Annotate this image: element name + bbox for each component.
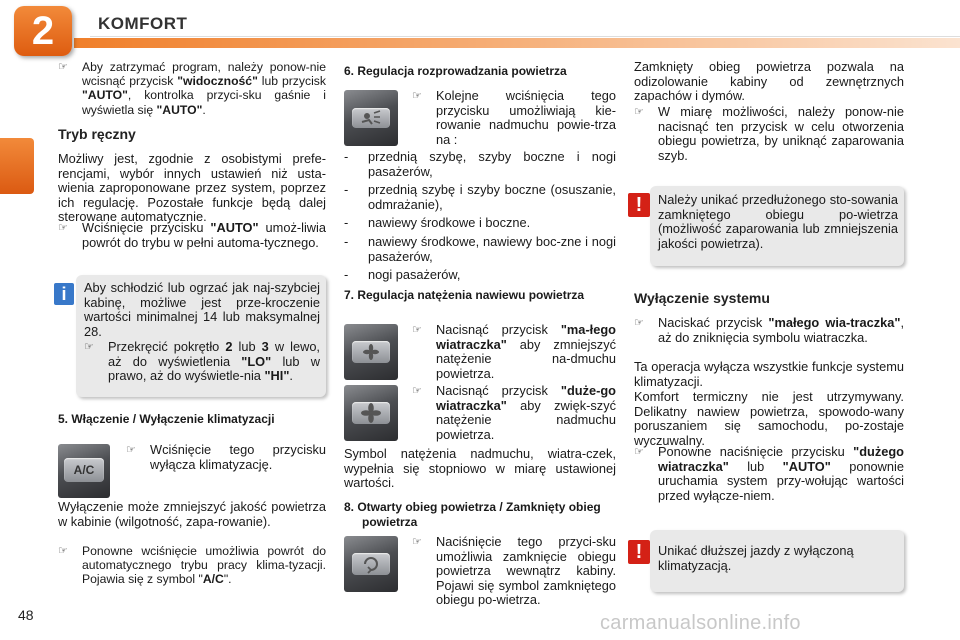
ac-heading: 5. Włączenie / Wyłączenie klimatyzacji [58, 412, 275, 426]
header-accent-bar [74, 38, 960, 48]
info-box-bullet: ☞ Przekręcić pokrętło 2 lub 3 w lewo, aż do wyświetlenia "LO" lub w prawo, aż do wyświetle-nia "HI". [84, 339, 320, 384]
small-fan-icon [352, 341, 390, 363]
distribution-button [344, 90, 398, 146]
manual-mode-text: Możliwy jest, zgodnie z osobistymi prefe-rencjami, wybór innych ustawień niż usta-wienia zaproponowane przez system, poprzez ich regulację. Pozostałe funkcje będą dalej sterowane automatycznie. [58, 151, 326, 225]
fan-text: Symbol natężenia nadmuchu, wiatra-czek, wypełnia się stopniowo w miarę ustawionej wartości. [344, 446, 616, 491]
system-off-title: Wyłączenie systemu [634, 290, 770, 306]
recirculation-icon [352, 553, 390, 575]
hand-icon: ☞ [412, 324, 422, 336]
ac-text: Wyłączenie może zmniejszyć jakość powietrza w kabinie (wilgotność, zapa-rowanie). [58, 499, 326, 529]
manual-mode-title: Tryb ręczny [58, 126, 136, 142]
closed-circuit-bullet: ☞ W miarę możliwości, należy ponow-nie nacisnąć ten przycisk w celu otworzenia obiegu powietrza, by uniknąć zaparowania szyb. [634, 104, 904, 163]
page-title: KOMFORT [98, 14, 188, 33]
air-distribution-icon [352, 108, 390, 128]
hand-icon: ☞ [634, 446, 644, 458]
hand-icon: ☞ [58, 545, 68, 557]
ac-bullet: ☞ Wciśnięcie tego przycisku wyłącza klimatyzację. [126, 442, 326, 472]
distribution-list [344, 150, 616, 283]
hand-icon: ☞ [412, 385, 422, 397]
intro-bullet: ☞ Aby zatrzymać program, należy ponow-nie wcisnąć przycisk "widoczność" lub przycisk "AUTO", kontrolka przyci-sku gaśnie i wyświetla się "AUTO". [58, 60, 326, 117]
distribution-button-face [352, 108, 390, 128]
watermark: carmanualsonline.info [600, 612, 801, 634]
distribution-bullet: ☞ Kolejne wciśnięcia tego przycisku umożliwiają kie-rowanie nadmuchu powie-trza na : [412, 88, 616, 147]
ac-bullet-2: ☞ Ponowne wciśnięcie umożliwia powrót do automatycznego trybu pracy klima-tyzacji. Pojawia się z symbol "A/C". [58, 544, 326, 587]
large-fan-bullet: ☞ Nacisnąć przycisk "duże-go wiatraczka" aby zwięk-szyć natężenie nadmuchu powietrza. [412, 383, 616, 442]
warning-text-2: Unikać dłuższej jazdy z wyłączoną klimatyzacją. [658, 543, 854, 573]
system-off-text-2: Komfort termiczny nie jest utrzymywany. Delikatny nawiew powietrza, spowodo-wany poruszaniem się samochodu, po-zostaje wyczuwalny. [634, 389, 904, 448]
side-tab [0, 138, 34, 194]
hand-icon: ☞ [634, 106, 644, 118]
header-line [90, 10, 960, 37]
list-item: - nogi pasażerów, [344, 267, 461, 283]
small-fan-bullet: ☞ Nacisnąć przycisk "ma-łego wiatraczka" aby zmniejszyć natężenie na-dmuchu powietrza. [412, 322, 616, 381]
large-fan-icon [352, 402, 390, 424]
hand-icon: ☞ [412, 536, 422, 548]
warning-icon: ! [628, 193, 650, 217]
warning-text-1: Należy unikać przedłużonego sto-sowania zamkniętego obiegu po-wietrza (możliwość zaparowania lub zmniejszenia jakości powietrza). [658, 192, 898, 251]
chapter-badge: 2 [14, 6, 72, 56]
small-fan-button-face [352, 341, 390, 363]
small-fan-button [344, 324, 398, 380]
hand-icon: ☞ [58, 61, 68, 73]
list-item: - nawiewy środkowe, nawiewy boc-zne i nogi pasażerów, [344, 233, 616, 264]
list-item: - nawiewy środkowe i boczne. [344, 215, 531, 231]
large-fan-button-face [352, 402, 390, 424]
system-off-bullet: ☞ Naciskać przycisk "małego wia-traczka", aż do zniknięcia symbolu wiatraczka. [634, 315, 904, 345]
page-number: 48 [18, 607, 34, 623]
info-icon: i [54, 283, 74, 305]
hand-icon: ☞ [634, 317, 644, 329]
list-item: - przednią szybę i szyby boczne (osuszanie, odmrażanie), [344, 182, 616, 212]
recirculation-heading: 8. Otwarty obieg powietrza / Zamknięty obieg powietrza [344, 500, 601, 529]
ac-button [58, 444, 110, 498]
hand-icon: ☞ [126, 444, 136, 456]
ac-button-label: A/C [64, 458, 104, 482]
info-box-text: Aby schłodzić lub ogrzać jak naj-szybciej kabinę, możliwe jest prze-kroczenie wartości minimalnej 14 lub maksymalnej 28. [84, 280, 320, 339]
system-off-text-1: Ta operacja wyłącza wszystkie funkcje systemu klimatyzacji. [634, 359, 904, 389]
hand-icon: ☞ [412, 90, 422, 102]
distribution-heading: 6. Regulacja rozprowadzania powietrza [344, 64, 567, 78]
closed-circuit-text: Zamknięty obieg powietrza pozwala na odizolowanie kabiny od zewnętrznych zapachów i dymów. [634, 59, 904, 104]
warning-icon: ! [628, 540, 650, 564]
hand-icon: ☞ [84, 341, 94, 353]
fan-heading: 7. Regulacja natężenia nawiewu powietrza [344, 288, 585, 302]
large-fan-button [344, 385, 398, 441]
list-item: - przednią szybę, szyby boczne i nogi pasażerów, [344, 149, 616, 179]
system-on-bullet: ☞ Ponowne naciśnięcie przycisku "dużego wiatraczka" lub "AUTO" ponownie uruchamia system przy-wołując wartości przed wyłącze-niem. [634, 444, 904, 503]
recirculation-button [344, 536, 398, 592]
auto-bullet: ☞ Wciśnięcie przycisku "AUTO" umoż-liwia powrót do trybu w pełni automa-tycznego. [58, 220, 326, 250]
recirculation-button-face [352, 553, 390, 575]
recirculation-bullet: ☞ Naciśnięcie tego przyci-sku umożliwia zamknięcie obiegu powietrza wewnątrz kabiny. Pojawi się symbol zamkniętego obiegu po-wietrza. [412, 534, 616, 608]
hand-icon: ☞ [58, 222, 68, 234]
